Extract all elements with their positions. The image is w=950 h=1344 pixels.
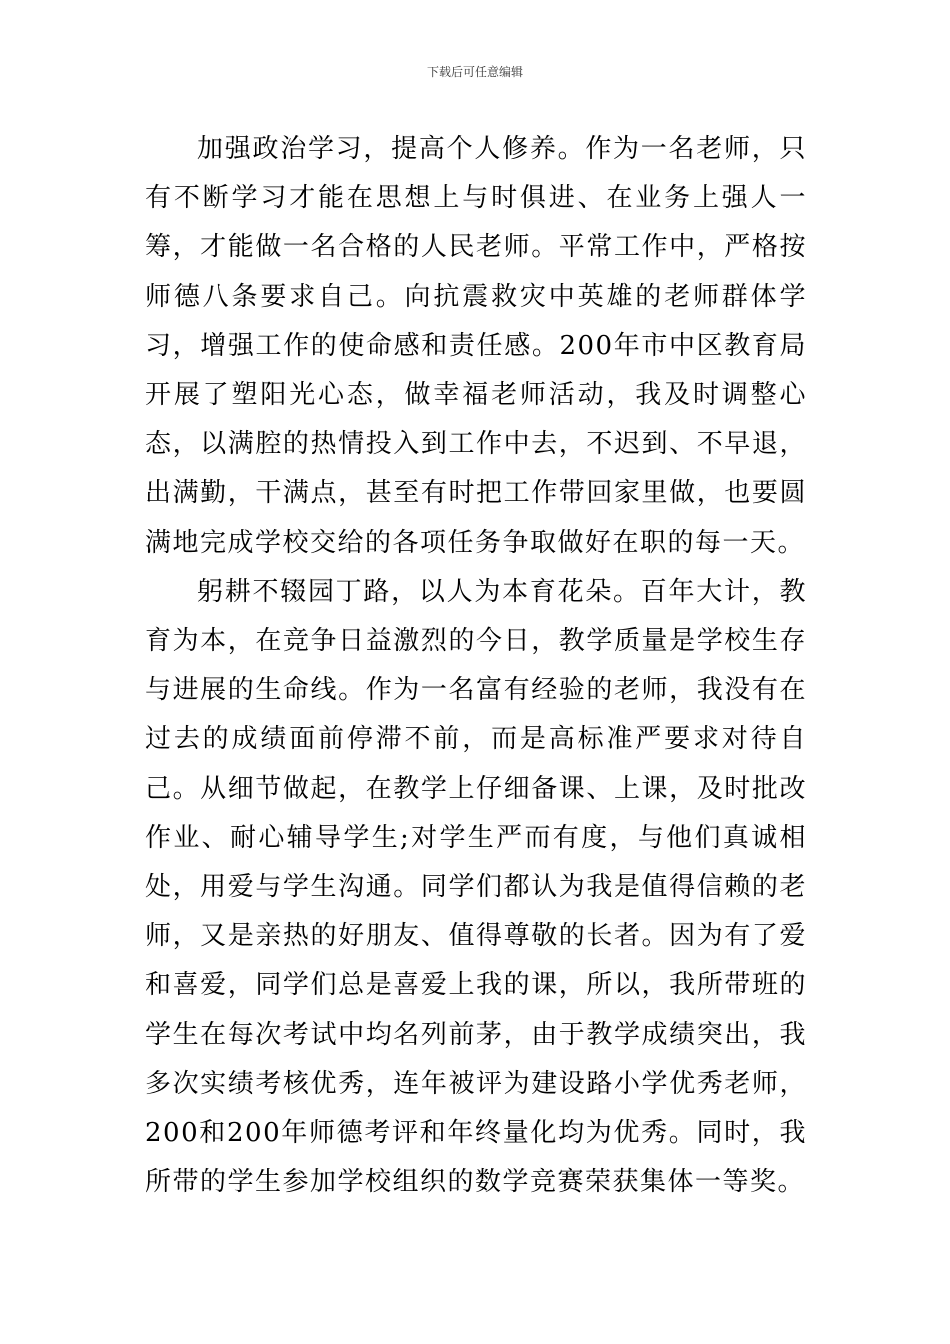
document-body <box>145 125 807 1207</box>
paragraph-teaching-work: 躬耕不辍园丁路，以人为本育花朵。百年大计，教育为本，在竞争日益激烈的今日，教学质量是学校生存与进展的生命线。作为一名富有经验的老师，我没有在过去的成绩面前停滞不前，而是高标准严要求对待自己。从细节做起，在教学上仔细备课、上课，及时批改作业、耐心辅导学生;对学生严而有度，与他们真诚相处，用爱与学生沟通。同学们都认为我是值得信赖的老师，又是亲热的好朋友、值得尊敬的长者。因为有了爱和喜爱，同学们总是喜爱上我的课，所以，我所带班的学生在每次考试中均名列前茅，由于教学成绩突出，我多次实绩考核优秀，连年被评为建设路小学优秀老师，200和200年师德考评和年终量化均为优秀。同时，我所带的学生参加学校组织的数学竞赛荣获集体一等奖。 <box>145 576 807 1198</box>
paragraph-political-study: 加强政治学习，提高个人修养。作为一名老师，只有不断学习才能在思想上与时俱进、在业务上强人一筹，才能做一名合格的人民老师。平常工作中，严格按师德八条要求自己。向抗震救灾中英雄的老师群体学习，增强工作的使命感和责任感。200年市中区教育局开展了塑阳光心态，做幸福老师活动，我及时调整心态，以满腔的热情投入到工作中去，不迟到、不早退，出满勤，干满点，甚至有时把工作带回家里做，也要圆满地完成学校交给的各项任务争取做好在职的每一天。 <box>145 134 807 558</box>
page-header-note: 下载后可任意编辑 <box>426 65 523 79</box>
